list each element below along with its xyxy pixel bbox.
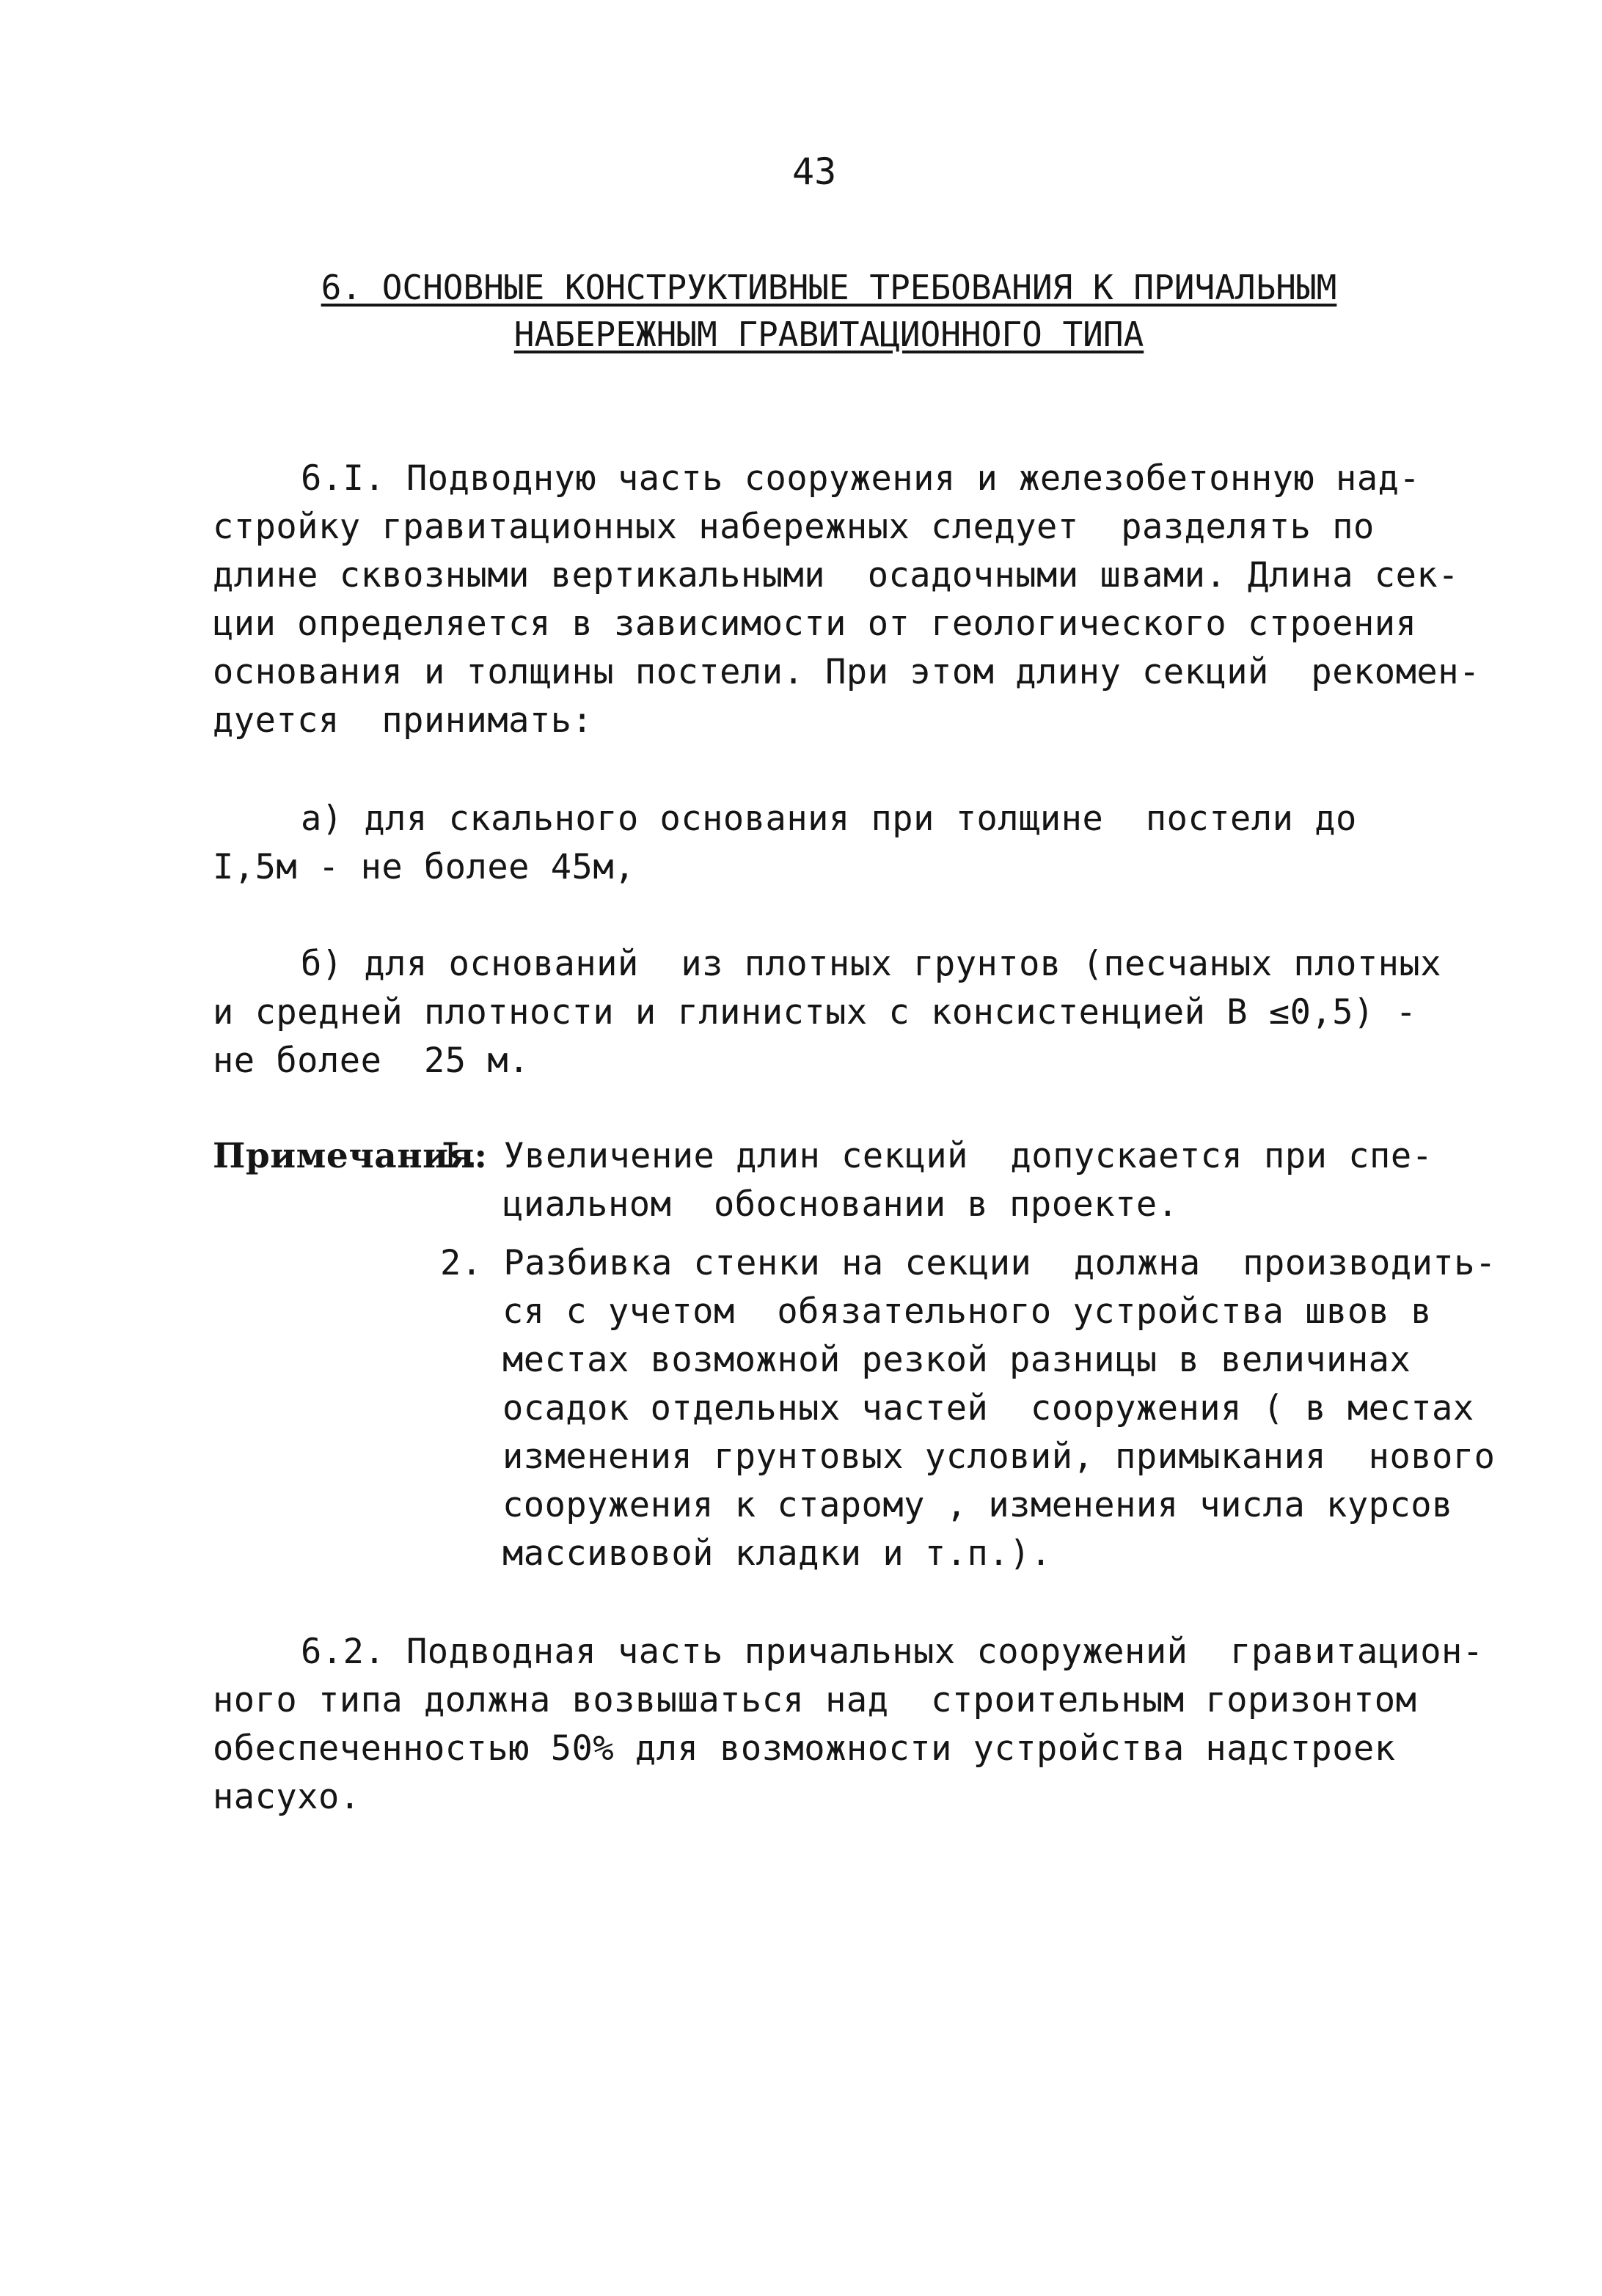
text-line: не более 25 м. [213,1041,530,1081]
text-line: и средней плотности и глинистых с консистенцией В ≤0,5) - [213,992,1417,1033]
text-line: длине сквозными вертикальными осадочными швами. Длина сек- [213,555,1459,595]
text-line: стройку гравитационных набережных следует разделять по [213,507,1375,547]
note-2-line: изменения грунтовых условий, примыкания нового [502,1437,1496,1477]
text-line: обеспеченностью 50% для возможности устройства надстроек [213,1728,1396,1769]
notes-label: Примечания: [213,1136,488,1176]
note-2-line: местах возможной резкой разницы в величинах [502,1340,1411,1380]
section-heading [315,264,1342,358]
text-line: б) для оснований из плотных грунтов (песчаных плотных [301,944,1442,984]
text-line: а) для скального основания при толщине постели до [301,799,1357,839]
note-1-line: I. Увеличение длин секций допускается при спе- [440,1136,1433,1176]
note-2-line: ся с учетом обязательного устройства швов в [502,1291,1433,1332]
text-line: насухо. [213,1777,361,1817]
note-2-line: осадок отдельных частей сооружения ( в местах [502,1388,1474,1428]
heading-line-2: НАБЕРЕЖНЫМ ГРАВИТАЦИОННОГО ТИПА [513,315,1144,354]
note-2-line: 2. Разбивка стенки на секции должна производить- [440,1243,1496,1283]
text-line: дуется принимать: [213,700,593,741]
note-2-line: сооружения к старому , изменения числа курсов [502,1485,1453,1525]
note-1-line: циальном обосновании в проекте. [502,1184,1179,1225]
text-line: основания и толщины постели. При этом длину секций рекомен- [213,652,1480,692]
text-line: ции определяется в зависимости от геологического строения [213,604,1417,644]
text-line: I,5м - не более 45м, [213,847,635,887]
note-2-line: массивовой кладки и т.п.). [502,1533,1052,1574]
heading-line-1: 6. ОСНОВНЫЕ КОНСТРУКТИВНЫЕ ТРЕБОВАНИЯ К ПРИЧАЛЬНЫМ [321,268,1337,307]
page-number: 43 [792,150,837,193]
text-line: 6.I. Подводную часть сооружения и железобетонную над- [301,458,1421,499]
text-line: 6.2. Подводная часть причальных сооружений гравитацион- [301,1632,1484,1672]
text-line: ного типа должна возвышаться над строительным горизонтом [213,1680,1417,1720]
